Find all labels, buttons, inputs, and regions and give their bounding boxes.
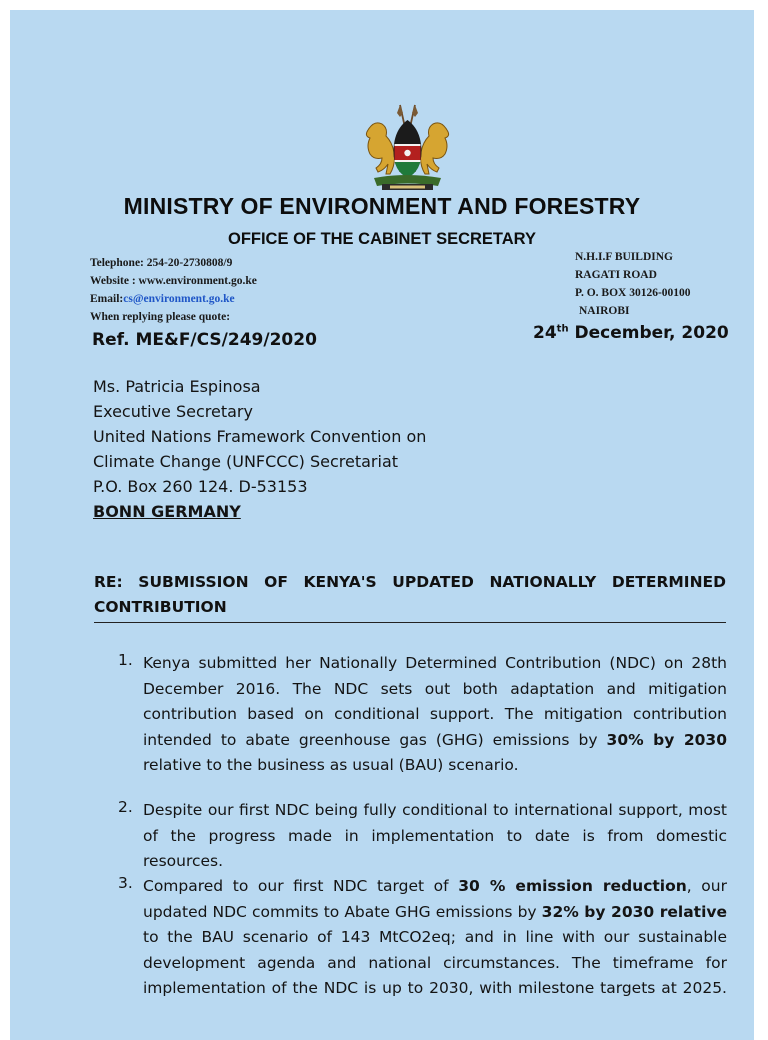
recipient-line: Ms. Patricia Espinosa: [93, 377, 261, 396]
address-line: RAGATI ROAD: [575, 269, 657, 281]
paragraph-line: contribution based on conditional support. The mitigation contribution: [143, 705, 727, 723]
date-rest: December, 2020: [568, 323, 729, 343]
recipient-line: Executive Secretary: [93, 402, 253, 421]
paragraph-line: relative to the business as usual (BAU) scenario.: [143, 756, 519, 774]
paragraph-line: [143, 728, 727, 754]
paragraph-line: [143, 925, 727, 951]
paragraph-emphasis: 32% by 2030 relative: [541, 902, 727, 921]
address-line: N.H.I.F BUILDING: [575, 251, 673, 263]
recipient-line: P.O. Box 260 124. D-53153: [93, 477, 308, 496]
paragraph-number: 1.: [118, 651, 133, 669]
email-link[interactable]: cs@environment.go.ke: [123, 293, 235, 305]
paragraph-text: , our: [686, 877, 727, 895]
paragraph-emphasis: 30 % emission reduction: [458, 877, 687, 895]
recipient-city: BONN GERMANY: [93, 502, 241, 521]
address-line: P. O. BOX 30126-00100: [575, 287, 691, 299]
paragraph-text: intended to abate greenhouse gas (GHG) emissions by: [143, 730, 607, 749]
telephone: Telephone: 254-20-2730808/9: [90, 257, 233, 269]
letter-date: [533, 323, 729, 343]
reference-number: Ref. ME&F/CS/249/2020: [92, 330, 317, 350]
paragraph-line: development agenda and national circumstances. The timeframe for: [143, 953, 727, 972]
paragraph-line: implementation of the NDC is up to 2030, with milestone targets at 2025.: [143, 979, 727, 997]
paragraph-text: Compared to our first NDC target of: [143, 877, 459, 895]
paragraph-line: December 2016. The NDC sets out both adaptation and mitigation: [143, 679, 727, 698]
website: Website : www.environment.go.ke: [90, 275, 257, 287]
subject-line: CONTRIBUTION: [94, 598, 227, 616]
address-line: NAIROBI: [579, 305, 630, 317]
subject-divider: [94, 622, 726, 623]
recipient-address: [93, 374, 513, 524]
paragraph-3: [143, 874, 727, 1002]
subject-line: RE: SUBMISSION OF KENYA'S UPDATED NATIONALLY DETERMINED: [94, 573, 726, 591]
office-subtitle: OFFICE OF THE CABINET SECRETARY: [227, 230, 536, 248]
reply-note: When replying please quote:: [90, 311, 231, 323]
ministry-title: MINISTRY OF ENVIRONMENT AND FORESTRY: [123, 193, 641, 219]
office-address: [575, 248, 745, 320]
email-line: [90, 290, 420, 308]
paragraph-line: [143, 900, 727, 926]
paragraph-line: of the progress made in implementation to date is from domestic resources.: [143, 826, 727, 870]
paragraph-2: [143, 798, 727, 875]
paragraph-1: [143, 651, 727, 779]
paragraph-text: ; and in line with our sustainable: [450, 928, 727, 946]
subject-heading: [94, 570, 726, 620]
email-label: Email:: [90, 293, 124, 305]
coat-of-arms-icon: [360, 102, 455, 194]
paragraph-text: to the BAU scenario of 143 MtCO2eq: [143, 928, 451, 946]
date-day: 24: [533, 323, 557, 343]
contact-block: [90, 254, 420, 326]
recipient-line: United Nations Framework Convention on: [93, 427, 427, 446]
paragraph-line: Despite our first NDC being fully conditional to international support, most: [143, 801, 727, 819]
paragraph-emphasis: 30% by 2030: [606, 730, 727, 749]
paragraph-text: updated NDC commits to Abate GHG emissions by: [143, 902, 542, 921]
recipient-line: Climate Change (UNFCCC) Secretariat: [93, 452, 399, 471]
paragraph-number: 3.: [118, 874, 133, 892]
paragraph-line: Kenya submitted her Nationally Determined Contribution (NDC) on 28th: [143, 654, 727, 672]
date-suffix: th: [556, 323, 569, 335]
paragraph-number: 2.: [118, 798, 133, 816]
paragraph-line: [143, 874, 727, 900]
letter-page: [10, 10, 754, 1040]
